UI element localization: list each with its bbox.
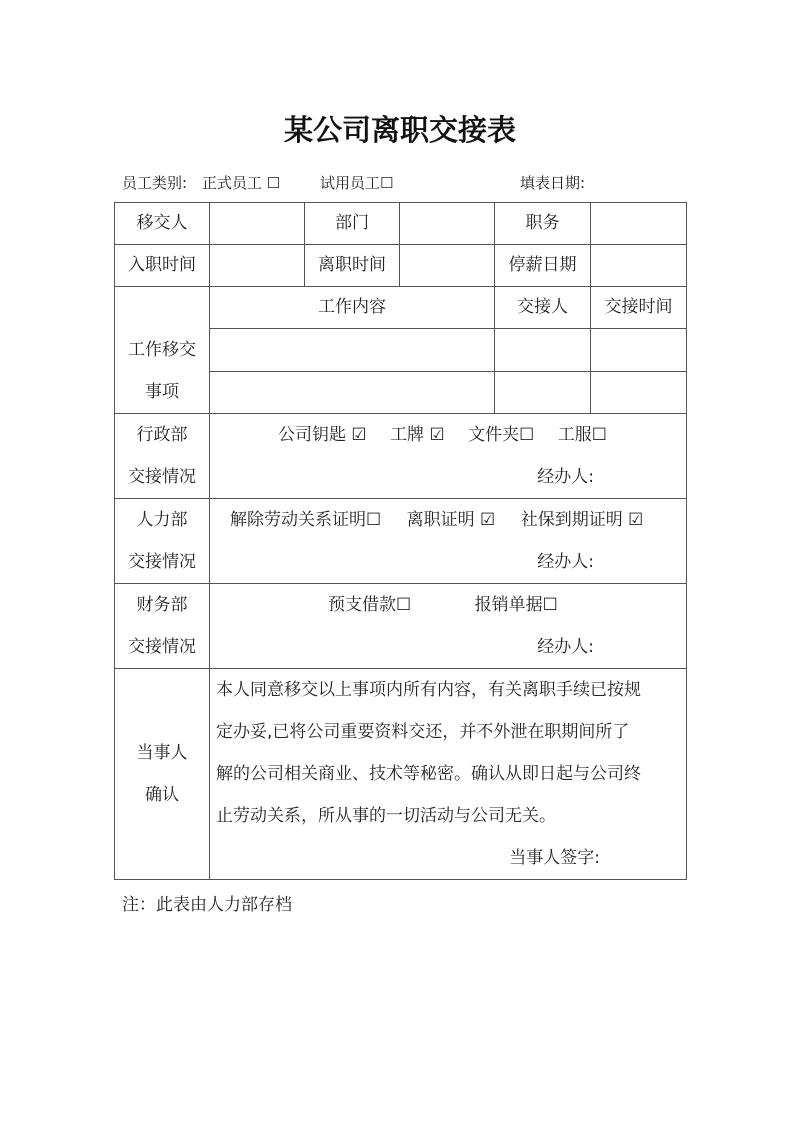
col-work-content: 工作内容	[210, 287, 495, 329]
col-handover-time: 交接时间	[591, 287, 687, 329]
field-position[interactable]	[591, 203, 687, 245]
label-hr-line2: 交接情况	[128, 552, 196, 572]
finance-handover-cell	[210, 584, 687, 669]
confirmation-line: 本人同意移交以上事项内所有内容，有关离职手续已按规	[216, 680, 641, 700]
confirmation-line: 止劳动关系，所从事的一切活动与公司无关。	[216, 806, 556, 826]
row-finance	[115, 584, 687, 669]
fill-date-label: 填表日期:	[520, 174, 586, 192]
field-salary-stop-date[interactable]	[591, 245, 687, 287]
label-position: 职务	[495, 203, 591, 245]
employee-type-label: 员工类别:	[122, 174, 188, 192]
field-join-date[interactable]	[210, 245, 305, 287]
label-confirm-line2: 确认	[145, 785, 179, 805]
finance-checklist	[210, 584, 686, 626]
form-title: 某公司离职交接表	[283, 113, 516, 147]
confirmation-line: 定办妥,已将公司重要资料交还，并不外泄在职期间所了	[216, 722, 630, 742]
hr-handler-label: 经办人:	[537, 552, 594, 572]
admin-item-badge[interactable]: 工牌 ☑	[390, 425, 445, 445]
option-probation-employee[interactable]: 试用员工☐	[320, 174, 394, 192]
row-work-header	[115, 287, 687, 329]
label-handover-person: 移交人	[115, 203, 210, 245]
finance-item-reimbursement-receipts[interactable]: 报销单据☐	[474, 595, 558, 615]
label-finance-line2: 交接情况	[128, 637, 196, 657]
label-party-confirmation	[115, 669, 210, 880]
label-salary-stop-date: 停薪日期	[495, 245, 591, 287]
admin-item-keys[interactable]: 公司钥匙 ☑	[278, 425, 367, 445]
hr-item-social-insurance-certificate[interactable]: 社保到期证明 ☑	[520, 510, 644, 530]
field-receiver[interactable]	[495, 329, 591, 371]
label-admin-line1: 行政部	[136, 425, 188, 445]
label-hr-line1: 人力部	[136, 510, 188, 530]
admin-item-folder[interactable]: 文件夹☐	[468, 425, 535, 445]
admin-checklist	[210, 414, 686, 456]
label-confirm-line1: 当事人	[136, 743, 188, 763]
label-admin-line2: 交接情况	[128, 467, 196, 487]
label-work-handover-line1: 工作移交	[128, 340, 196, 360]
option-regular-employee[interactable]: 正式员工 ☐	[202, 174, 281, 192]
hr-item-resignation-certificate[interactable]: 离职证明 ☑	[406, 510, 496, 530]
label-admin-dept	[115, 414, 210, 499]
hr-item-termination-certificate[interactable]: 解除劳动关系证明☐	[230, 510, 382, 530]
label-leave-date: 离职时间	[305, 245, 400, 287]
field-work-content[interactable]	[210, 371, 495, 413]
confirmation-line: 解的公司相关商业、技术等秘密。确认从即日起与公司终	[216, 764, 641, 784]
field-handover-time[interactable]	[591, 329, 687, 371]
row-confirmation	[115, 669, 687, 880]
finance-handler-label: 经办人:	[537, 637, 594, 657]
field-leave-date[interactable]	[400, 245, 495, 287]
field-handover-time[interactable]	[591, 371, 687, 413]
label-finance-dept	[115, 584, 210, 669]
field-handover-person[interactable]	[210, 203, 305, 245]
label-join-date: 入职时间	[115, 245, 210, 287]
hr-checklist	[210, 499, 686, 541]
row-basic-info	[115, 203, 687, 245]
label-work-handover-line2: 事项	[145, 382, 179, 402]
field-department[interactable]	[400, 203, 495, 245]
admin-item-uniform[interactable]: 工服☐	[557, 425, 608, 445]
confirmation-statement	[210, 669, 686, 837]
label-department: 部门	[305, 203, 400, 245]
admin-handover-cell	[210, 414, 687, 499]
admin-handler-label: 经办人:	[537, 467, 594, 487]
row-admin	[115, 414, 687, 499]
row-dates	[115, 245, 687, 287]
finance-item-advance-loan[interactable]: 预支借款☐	[328, 595, 412, 615]
col-receiver: 交接人	[495, 287, 591, 329]
confirmation-cell	[210, 669, 687, 880]
archive-note: 注：此表由人力部存档	[122, 895, 292, 915]
hr-handover-cell	[210, 499, 687, 584]
label-finance-line1: 财务部	[136, 595, 188, 615]
label-work-handover	[115, 287, 210, 414]
party-signature-label: 当事人签字:	[509, 848, 600, 868]
field-work-content[interactable]	[210, 329, 495, 371]
handover-form-table	[114, 202, 687, 880]
label-hr-dept	[115, 499, 210, 584]
field-receiver[interactable]	[495, 371, 591, 413]
row-hr	[115, 499, 687, 584]
